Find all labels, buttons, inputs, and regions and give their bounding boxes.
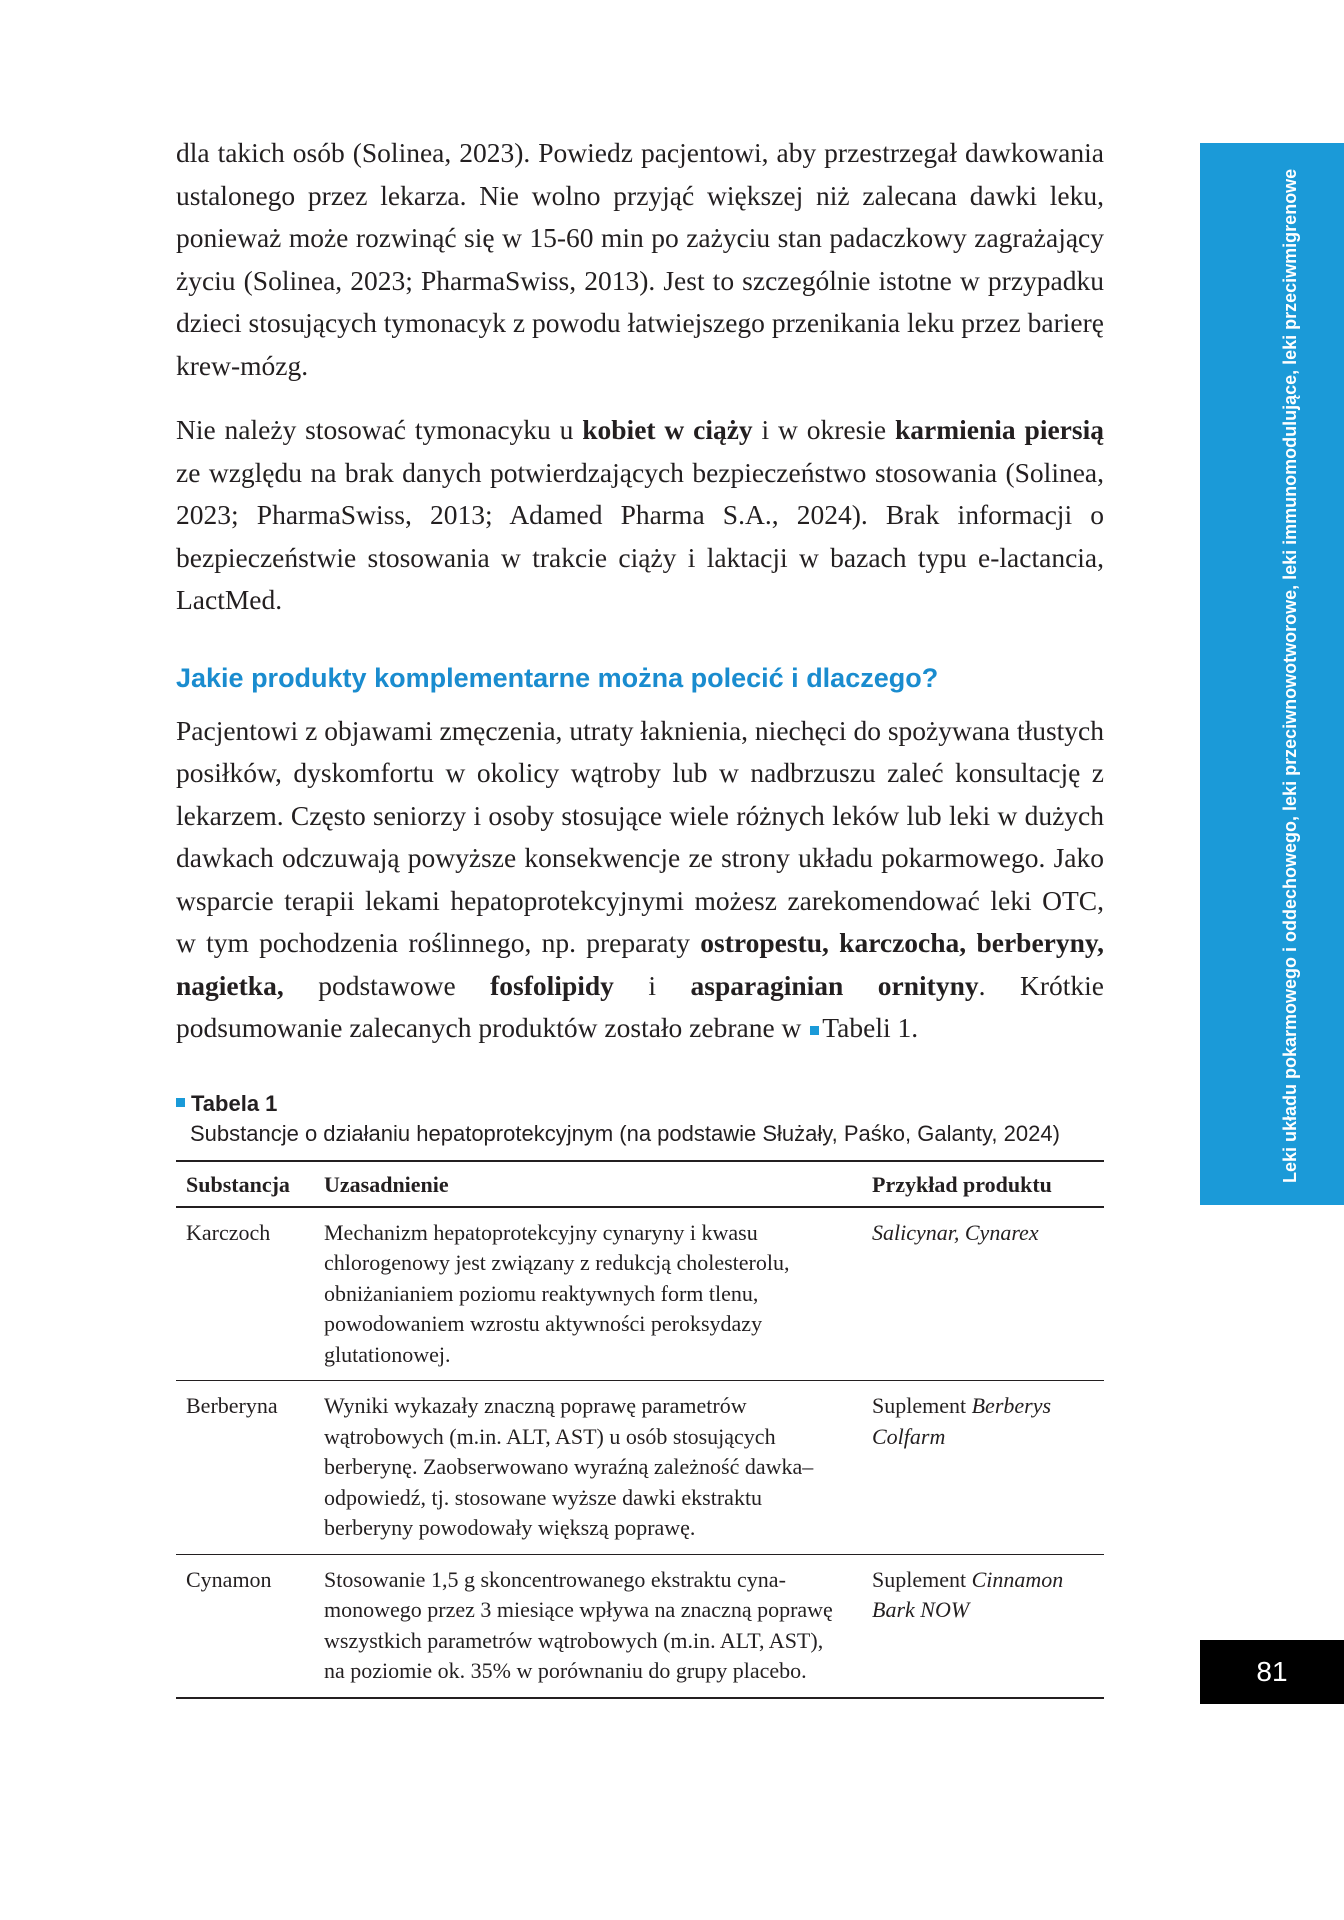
- bold-pregnant-women: kobiet w ciąży: [582, 414, 753, 445]
- substances-table: [176, 1160, 1104, 1699]
- table-row: [176, 1554, 1104, 1698]
- header-reason: Uzasadnienie: [314, 1161, 862, 1207]
- cell-reason: Stosowanie 1,5 g skoncentrowanego ekstraktu cynamonowego przez 3 miesiące wpływa na znaczną poprawę wszystkich parametrów wątrobowych (m.in. ALT, AST), na poziomie ok. 35% w porównaniu do grupy placebo.: [314, 1554, 862, 1698]
- header-product: Przykład produktu: [862, 1161, 1104, 1207]
- cell-substance: Cynamon: [176, 1554, 314, 1698]
- text-run: i w okresie: [752, 414, 895, 445]
- table-ref-square-icon: [810, 1026, 819, 1035]
- cell-reason: Mechanizm hepatoprotekcyjny cynaryny i kwasu chlorogenowy jest związany z redukcją cholesterolu, obniżanianiem poziomu reaktywnych form tlenu, powodowaniem wzrostu aktywności peroksydazy glutationowej.: [314, 1207, 862, 1381]
- bold-ornithine: asparaginian ornityny: [690, 969, 979, 1001]
- cell-reason: Wyniki wykazały znaczną poprawę parametrów wątrobowych (m.in. ALT, AST) u osób stosujących berberynę. Zaobserwowano wyraźną zależność dawka–odpowiedź, tj. stosowane wyższe dawki ekstraktu berberyny powodowały większą poprawę.: [314, 1381, 862, 1555]
- text-run: . Krótkie podsumowanie zalecanych produktów zostało zebrane w: [176, 969, 1104, 1043]
- bold-breastfeeding: karmienia piersią: [894, 414, 1104, 445]
- paragraph-dosage: dla takich osób (Solinea, 2023). Powiedz pacjentowi, aby przestrzegał dawkowania ustalonego przez lekarza. Nie wolno przyjąć większej niż zalecana dawki leku, ponieważ może rozwinąć się w 15-60 min po zażyciu stan padaczkowy zagrażający życiu (Solinea, 2023; PharmaSwiss, 2013). Jest to szczególnie istotne w przypadku dzieci stosujących tymonacyk z powodu łatwiejszego przenikania leku przez barierę krew-mózg.: [176, 137, 1104, 381]
- table-row: [176, 1207, 1104, 1381]
- page-number: 81: [1200, 1640, 1344, 1704]
- text-run: podstawowe: [283, 969, 491, 1001]
- text-run: Pacjentowi z objawami zmęczenia, utraty łaknienia, niechęci do spożywana tłustych posiłków, dyskomfortu w okolicy wątroby lub w nadbrzuszu zaleć konsultację z lekarzem. Często seniorzy i osoby stosujące wiele różnych leków lub leki w dużych dawkach odczuwają powyższe konsekwencje ze strony układu pokarmowego. Jako wsparcie terapii lekami hepatoprotekcyjnymi możesz zarekomendować leki OTC, w tym pochodzenia roślinnego, np. preparaty: [176, 714, 1104, 958]
- table-label: [176, 1090, 1104, 1118]
- table-label-square-icon: [176, 1098, 185, 1107]
- product-name: Cinnamon Bark NOW: [872, 1566, 1064, 1622]
- text-run: Nie należy stosować tymonacyku u: [176, 414, 583, 445]
- table-label-text: Tabela 1: [191, 1090, 278, 1116]
- page-content: [176, 132, 1104, 1699]
- text-run: ze względu na brak danych potwierdzających bezpieczeństwo stosowania (Solinea, 2023; PharmaSwiss, 2013; Adamed Pharma S.A., 2024). Brak informacji o bezpieczeństwie stosowania w trakcie ciąży i laktacji w bazach typu e-lactancia, LactMed.: [176, 456, 1104, 615]
- cell-substance: Karczoch: [176, 1207, 314, 1381]
- product-name: Berberys Colfarm: [872, 1393, 1052, 1449]
- section-heading: Jakie produkty komplementarne można polecić i dlaczego?: [176, 662, 939, 693]
- chapter-sidebar: [1200, 143, 1344, 1205]
- table-caption: [176, 1090, 1104, 1150]
- cell-product: [862, 1554, 1104, 1698]
- header-substance: Substancja: [176, 1161, 314, 1207]
- paragraph-pregnancy: [176, 409, 1104, 622]
- bold-herbs: ostropestu, karczocha, berberyny, nagietka,: [176, 927, 1105, 1001]
- chapter-title: Leki układu pokarmowego i oddechowego, leki przeciwnowotworowe, leki immunomodulujące, leki przeciwmigrenowe: [1280, 168, 1300, 1183]
- table-reference: Tabeli 1.: [822, 1012, 919, 1043]
- table-caption-text: Substancje o działaniu hepatoprotekcyjnym (na podstawie Służały, Paśko, Galanty, 2024): [190, 1120, 1060, 1146]
- product-prefix: Suplement: [872, 1566, 972, 1592]
- cell-substance: Berberyna: [176, 1381, 314, 1555]
- paragraph-complementary: [176, 710, 1104, 1050]
- bold-phospholipids: fosfolipidy: [490, 969, 614, 1001]
- table-header-row: [176, 1161, 1104, 1207]
- cell-product: [862, 1207, 1104, 1381]
- product-prefix: Suplement: [872, 1393, 972, 1418]
- product-name: Salicynar, Cynarex: [872, 1219, 1039, 1245]
- cell-product: [862, 1381, 1104, 1555]
- text-run: i: [613, 969, 691, 1001]
- table-row: [176, 1381, 1104, 1555]
